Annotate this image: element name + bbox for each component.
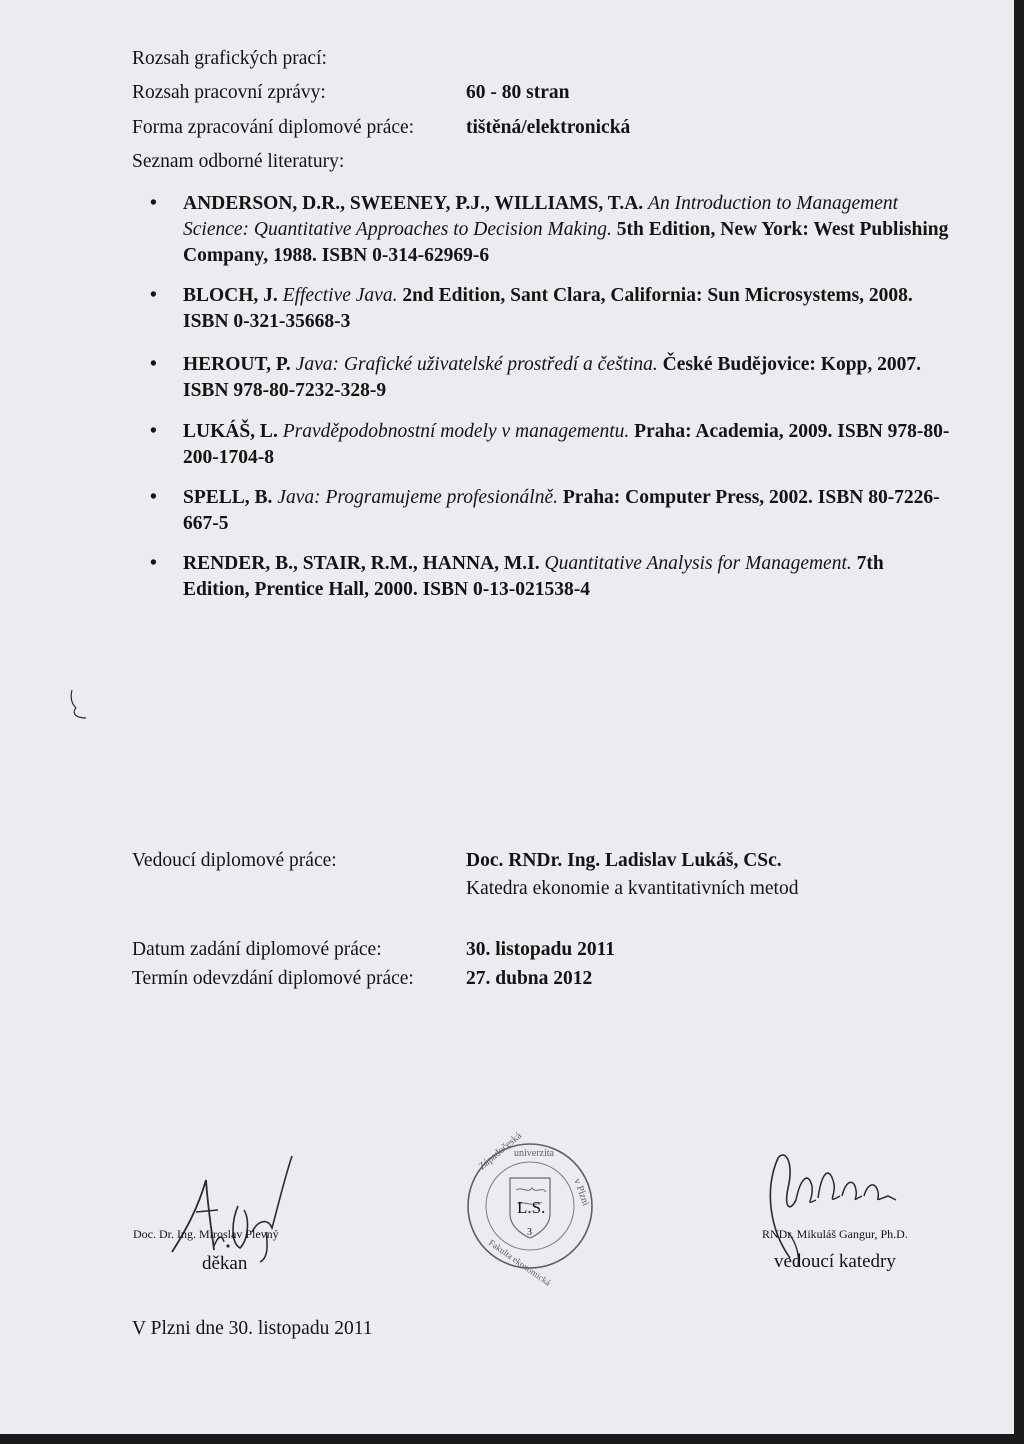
bibliography-item (150, 352, 950, 404)
supervisor-name: Doc. RNDr. Ing. Ladislav Lukáš, CSc. (466, 850, 782, 871)
bib-authors: ANDERSON, D.R., SWEENEY, P.J., WILLIAMS, T.A. (183, 193, 644, 214)
bib-authors: SPELL, B. (183, 487, 273, 508)
graphics-scope-label: Rozsah grafických prací: (132, 48, 327, 69)
due-date-value: 27. dubna 2012 (466, 968, 593, 989)
bib-details: Praha: Academia, 2009. ISBN 978-80-200-1704-8 (183, 421, 950, 468)
head-role: vedoucí katedry (774, 1251, 896, 1272)
svg-text:univerzita: univerzita (514, 1148, 554, 1159)
bibliography-item (150, 551, 950, 603)
bullet-icon: • (150, 354, 157, 375)
report-scope-value: 60 - 80 stran (466, 82, 570, 103)
svg-text:v Plzni: v Plzni (571, 1177, 592, 1208)
bib-authors: BLOCH, J. (183, 285, 278, 306)
bib-details: 5th Edition, New York: West Publishing Company, 1988. ISBN 0-314-62969-6 (183, 219, 949, 266)
supervisor-department: Katedra ekonomie a kvantitativních metod (466, 878, 799, 899)
assigned-date-label: Datum zadání diplomové práce: (132, 939, 382, 960)
thesis-form-label: Forma zpracování diplomové práce: (132, 117, 415, 138)
svg-text:Západočeská: Západočeská (476, 1130, 524, 1173)
bullet-icon: • (150, 193, 157, 214)
bullet-icon: • (150, 487, 157, 508)
dean-role: děkan (202, 1253, 248, 1274)
bib-details: Praha: Computer Press, 2002. ISBN 80-7226-667-5 (183, 487, 940, 534)
bibliography-item (150, 191, 950, 269)
bib-title: Effective Java. (282, 285, 398, 306)
bibliography-item (150, 419, 950, 471)
bib-title: Java: Programujeme profesionálně. (277, 487, 558, 508)
place-and-date: V Plzni dne 30. listopadu 2011 (132, 1318, 373, 1339)
bib-details: 7th Edition, Prentice Hall, 2000. ISBN 0-13-021538-4 (183, 553, 884, 600)
report-scope-label: Rozsah pracovní zprávy: (132, 82, 326, 103)
bib-authors: RENDER, B., STAIR, R.M., HANNA, M.I. (183, 553, 540, 574)
margin-pen-mark (66, 688, 96, 722)
bib-title: Pravděpodobnostní modely v managementu. (282, 421, 630, 442)
bullet-icon: • (150, 553, 157, 574)
bib-title: Java: Grafické uživatelské prostředí a čeština. (295, 354, 658, 375)
bib-details: 2nd Edition, Sant Clara, California: Sun Microsystems, 2008. ISBN 0-321-35668-3 (183, 285, 913, 332)
thesis-form-value: tištěná/elektronická (466, 117, 631, 138)
literature-list-label: Seznam odborné literatury: (132, 151, 345, 172)
bullet-icon: • (150, 421, 157, 442)
supervisor-label: Vedoucí diplomové práce: (132, 850, 337, 871)
bib-authors: HEROUT, P. (183, 354, 291, 375)
due-date-label: Termín odevzdání diplomové práce: (132, 968, 414, 989)
svg-text:Fakulta ekonomická: Fakulta ekonomická (486, 1237, 553, 1288)
bullet-icon: • (150, 285, 157, 306)
bib-authors: LUKÁŠ, L. (183, 421, 278, 442)
bib-title: Quantitative Analysis for Management. (544, 553, 852, 574)
bib-title: An Introduction to Management Science: Quantitative Approaches to Decision Making. (183, 193, 899, 240)
dean-signature (168, 1150, 298, 1260)
bib-details: České Budějovice: Kopp, 2007. ISBN 978-80-7232-328-9 (183, 354, 922, 401)
bibliography-item (150, 283, 950, 335)
head-name: RNDr. Mikuláš Gangur, Ph.D. (762, 1227, 908, 1241)
assigned-date-value: 30. listopadu 2011 (466, 939, 616, 960)
stamp-number: 3 (527, 1227, 532, 1238)
stamp-ls: L.S. (517, 1198, 546, 1217)
bibliography-item (150, 485, 950, 537)
dean-name: Doc. Dr. Ing. Miroslav Plevný (133, 1227, 279, 1241)
